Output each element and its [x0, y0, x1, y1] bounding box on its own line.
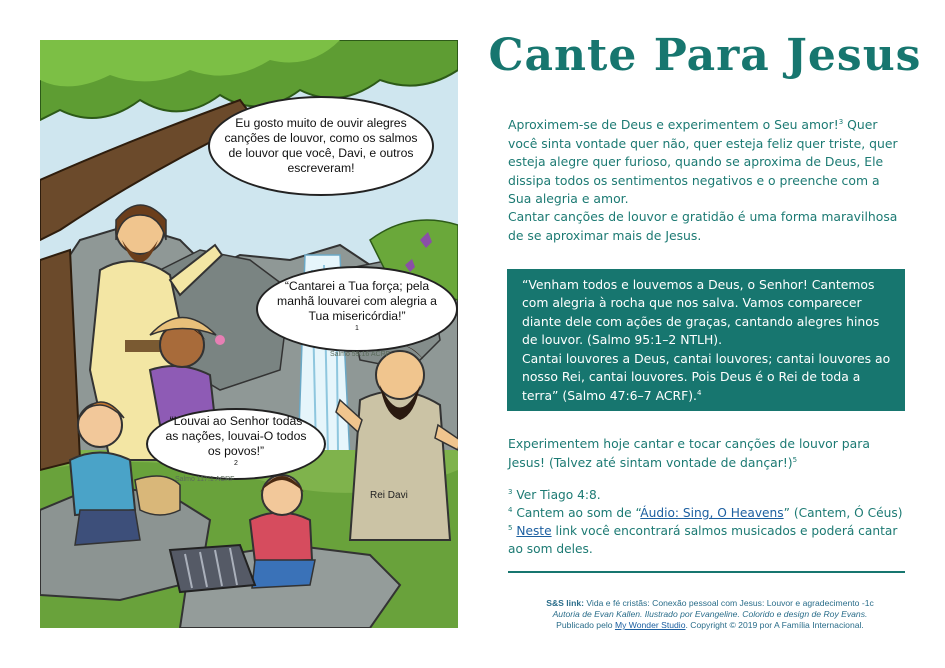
credits-sns-label: S&S link: [546, 598, 584, 608]
quote-paragraph-1: “Venham todos e louvemos a Deus, o Senhor! Cantemos com alegria à rocha que nos salva. Vamos comparecer diante dele com ações de graças, cantando alegres hinos de louvor. (Salmo 95:1–2 NTLH). [522, 277, 880, 347]
footnote-3-number: 3 [508, 487, 513, 496]
bubble-middle-ref: 1 [355, 324, 359, 332]
intro-p1-ref: 3 [838, 117, 844, 126]
intro-paragraph-2: Cantar canções de louvor e gratidão é uma forma maravilhosa de se aproximar mais de Jesus. [508, 209, 898, 243]
footnote-5 [508, 522, 903, 558]
salmo-59-label: Salmo 59:16 ACRF [330, 351, 390, 358]
bubble-jesus-line-4: escreveram! [287, 161, 355, 175]
footnote-5-number: 5 [508, 523, 513, 532]
bubble-middle-line-2: manhã louvarei com alegria a [277, 294, 437, 308]
speech-bubble-jesus [208, 96, 434, 196]
intro-p1-rest: Quer você sinta vontade quer não, quer esteja feliz quer triste, quer esteja alegre quer furioso, quando se aproxima de Deus, Ele dissipa todos os sentimentos negativos e o preenche com a Sua alegria e amor. [508, 117, 898, 206]
credits-line-3 [500, 620, 920, 631]
credits-line-3-post: . Copyright © 2019 por A Família Internacional. [685, 620, 864, 630]
bubble-left-ref: 2 [234, 459, 238, 467]
page-title: Cante Para Jesus [488, 30, 922, 81]
speech-bubble-middle [256, 266, 458, 352]
credits-line-3-pre: Publicado pelo [556, 620, 615, 630]
footnote-4-post: ” (Cantem, Ó Céus) [783, 506, 903, 520]
footnote-4-pre: Cantem ao som de “ [512, 506, 641, 520]
audio-sing-o-heavens-link[interactable]: Áudio: Sing, O Heavens [640, 506, 784, 520]
divider-line [508, 571, 905, 573]
credits-line-2: Autoria de Evan Kallen. Ilustrado por Evangeline. Colorido e design de Roy Evans. [552, 609, 868, 619]
bubble-jesus-line-1: Eu gosto muito de ouvir alegres [235, 116, 407, 130]
credits-line-1-text: Vida e fé cristãs: Conexão pessoal com Jesus: Louvor e agradecimento -1c [583, 598, 874, 608]
speech-bubble-left [146, 408, 326, 480]
quote-p2-ref: 4 [697, 388, 702, 397]
speaker-label-david: Rei Davi [370, 490, 408, 501]
my-wonder-studio-link[interactable]: My Wonder Studio [614, 620, 686, 630]
bubble-middle-line-3: Tua misericórdia!” [308, 309, 406, 323]
footnote-3 [508, 486, 903, 504]
footnote-4-number: 4 [508, 505, 513, 514]
quote-paragraph-2 [522, 350, 894, 405]
bubble-left-line-1: “Louvai ao Senhor todas [169, 414, 303, 428]
intro-paragraph-1 [508, 116, 903, 209]
footnote-5-post: link você encontrará salmos musicados e poderá cantar ao som deles. [508, 524, 898, 556]
bubble-jesus-line-2: canções de louvor, como os salmos [224, 131, 418, 145]
footnote-3-text: Ver Tiago 4:8. [512, 488, 601, 502]
intro-p1-start: Aproximem-se de Deus e experimentem o Seu amor! [508, 117, 839, 132]
credits-line-1 [500, 598, 920, 609]
invite-text: Experimentem hoje cantar e tocar canções de louvor para Jesus! (Talvez até sintam vontade de dançar!) [508, 436, 870, 470]
bubble-jesus-line-3: de louvor que você, Davi, e outros [228, 146, 414, 160]
salmo-117-label: Salmo 117:1 ACRF [175, 476, 235, 483]
quote-p2-text: Cantai louvores a Deus, cantai louvores; cantai louvores ao nosso Rei, cantai louvores. Pois Deus é o Rei de toda a terra” (Salmo 47:6–7 ACRF). [522, 351, 891, 403]
footnote-4 [508, 504, 903, 522]
neste-link[interactable]: Neste [516, 524, 552, 538]
bubble-middle-line-1: “Cantarei a Tua força; pela [284, 279, 430, 293]
invite-paragraph [508, 435, 903, 472]
bubble-left-line-2: as nações, louvai-O todos [165, 429, 307, 443]
comic-illustration [40, 40, 458, 628]
bubble-left-line-3: os povos!” [207, 444, 265, 458]
invite-ref: 5 [792, 455, 798, 464]
